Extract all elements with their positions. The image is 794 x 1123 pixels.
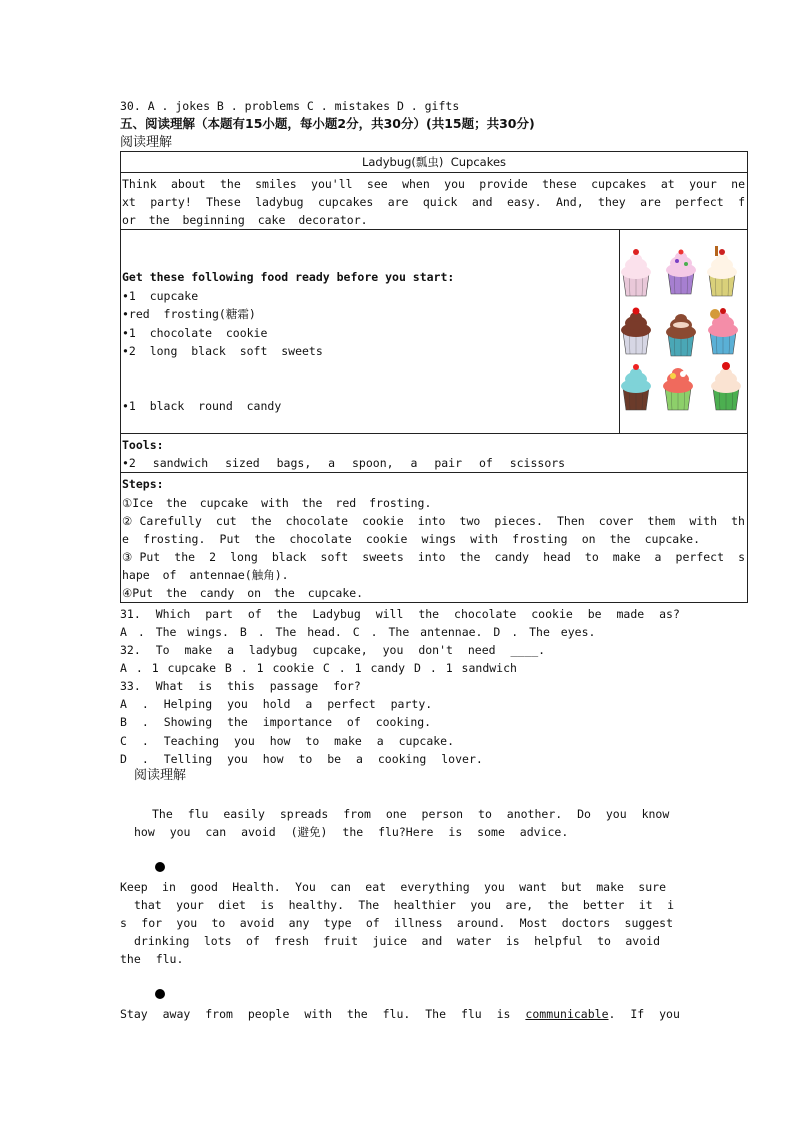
options-32: A . 1 cupcake B . 1 cookie C . 1 candy D . 1 sandwich xyxy=(120,661,517,675)
food-item: •red frosting(糖霜) xyxy=(122,307,256,321)
step-line: e frosting. Put the chocolate cookie wings with frosting on the cupcake. xyxy=(122,532,700,546)
intro-line: Think about the smiles you'll see when you provide these cupcakes at your ne xyxy=(122,177,745,191)
bullet-icon xyxy=(155,989,165,999)
step-line: ③Put the 2 long black soft sweets into the candy head to make a perfect s xyxy=(122,550,745,564)
step-line: ②Carefully cut the chocolate cookie into two pieces. Then cover them with th xyxy=(122,514,745,528)
steps-heading: Steps: xyxy=(122,477,164,491)
question-32: 32. To make a ladybug cupcake, you don't need ____. xyxy=(120,643,546,657)
step-line: ①Ice the cupcake with the red frosting. xyxy=(122,496,432,510)
option: A . Helping you hold a perfect party. xyxy=(120,697,433,711)
food-item: •1 chocolate cookie xyxy=(122,326,268,340)
flu-para2-line xyxy=(120,1005,680,1023)
communicable-word: communicable xyxy=(525,1007,609,1021)
section-title: 五、阅读理解（本题有15小题，每小题2分，共30分）(共15题；共30分) xyxy=(120,116,535,131)
food-item: •1 black round candy xyxy=(122,399,282,413)
option: B . Showing the importance of cooking. xyxy=(120,715,432,729)
flu-para1-line: s for you to avoid any type of illness around. Most doctors suggest xyxy=(120,916,673,930)
question-33: 33. What is this passage for? xyxy=(120,679,361,693)
flu-para2-text: Stay away from people with the flu. The flu is xyxy=(120,1007,526,1021)
cupcakes-icon xyxy=(620,230,747,432)
food-item: •1 cupcake xyxy=(122,289,199,303)
flu-para1-line: that your diet is healthy. The healthier you are, the better it i xyxy=(134,898,674,912)
flu-intro-line: The flu easily spreads from one person to another. Do you know xyxy=(152,807,670,821)
option: D . Telling you how to be a cooking lover. xyxy=(120,752,483,766)
tools-line: •2 sandwich sized bags, a spoon, a pair of scissors xyxy=(122,456,566,470)
tools-heading: Tools: xyxy=(122,438,164,452)
flu-para1-line: Keep in good Health. You can eat everything you want but make sure xyxy=(120,880,666,894)
food-heading: Get these following food ready before you start: xyxy=(122,270,455,284)
question-30: 30. A . jokes B . problems C . mistakes D . gifts xyxy=(120,99,460,113)
flu-para1-line: drinking lots of fresh fruit juice and water is helpful to avoid xyxy=(134,934,660,948)
reading-label-1: 阅读理解 xyxy=(120,135,173,150)
option: C . Teaching you how to make a cupcake. xyxy=(120,734,455,748)
question-31: 31. Which part of the Ladybug will the chocolate cookie be made as? xyxy=(120,607,680,621)
intro-line: or the beginning cake decorator. xyxy=(122,213,368,227)
options-31: A . The wings. B . The head. C . The antennae. D . The eyes. xyxy=(120,625,596,639)
table-title: Ladybug(瓢虫) Cupcakes xyxy=(361,155,507,169)
flu-para1-line: the flu. xyxy=(120,952,184,966)
table-divider xyxy=(120,172,748,173)
reading-label-2: 阅读理解 xyxy=(134,768,187,783)
table-divider xyxy=(120,433,748,434)
step-line: ④Put the candy on the cupcake. xyxy=(122,586,364,600)
bullet-icon xyxy=(155,862,165,872)
flu-intro-line: how you can avoid (避免) the flu?Here is some advice. xyxy=(134,825,569,839)
flu-para2-text: . If you xyxy=(608,1007,680,1021)
intro-line: xt party! These ladybug cupcakes are quick and easy. And, they are perfect f xyxy=(122,195,745,209)
step-line: hape of antennae(触角). xyxy=(122,568,289,582)
cupcakes-illustration xyxy=(620,230,747,432)
food-item: •2 long black soft sweets xyxy=(122,344,323,358)
